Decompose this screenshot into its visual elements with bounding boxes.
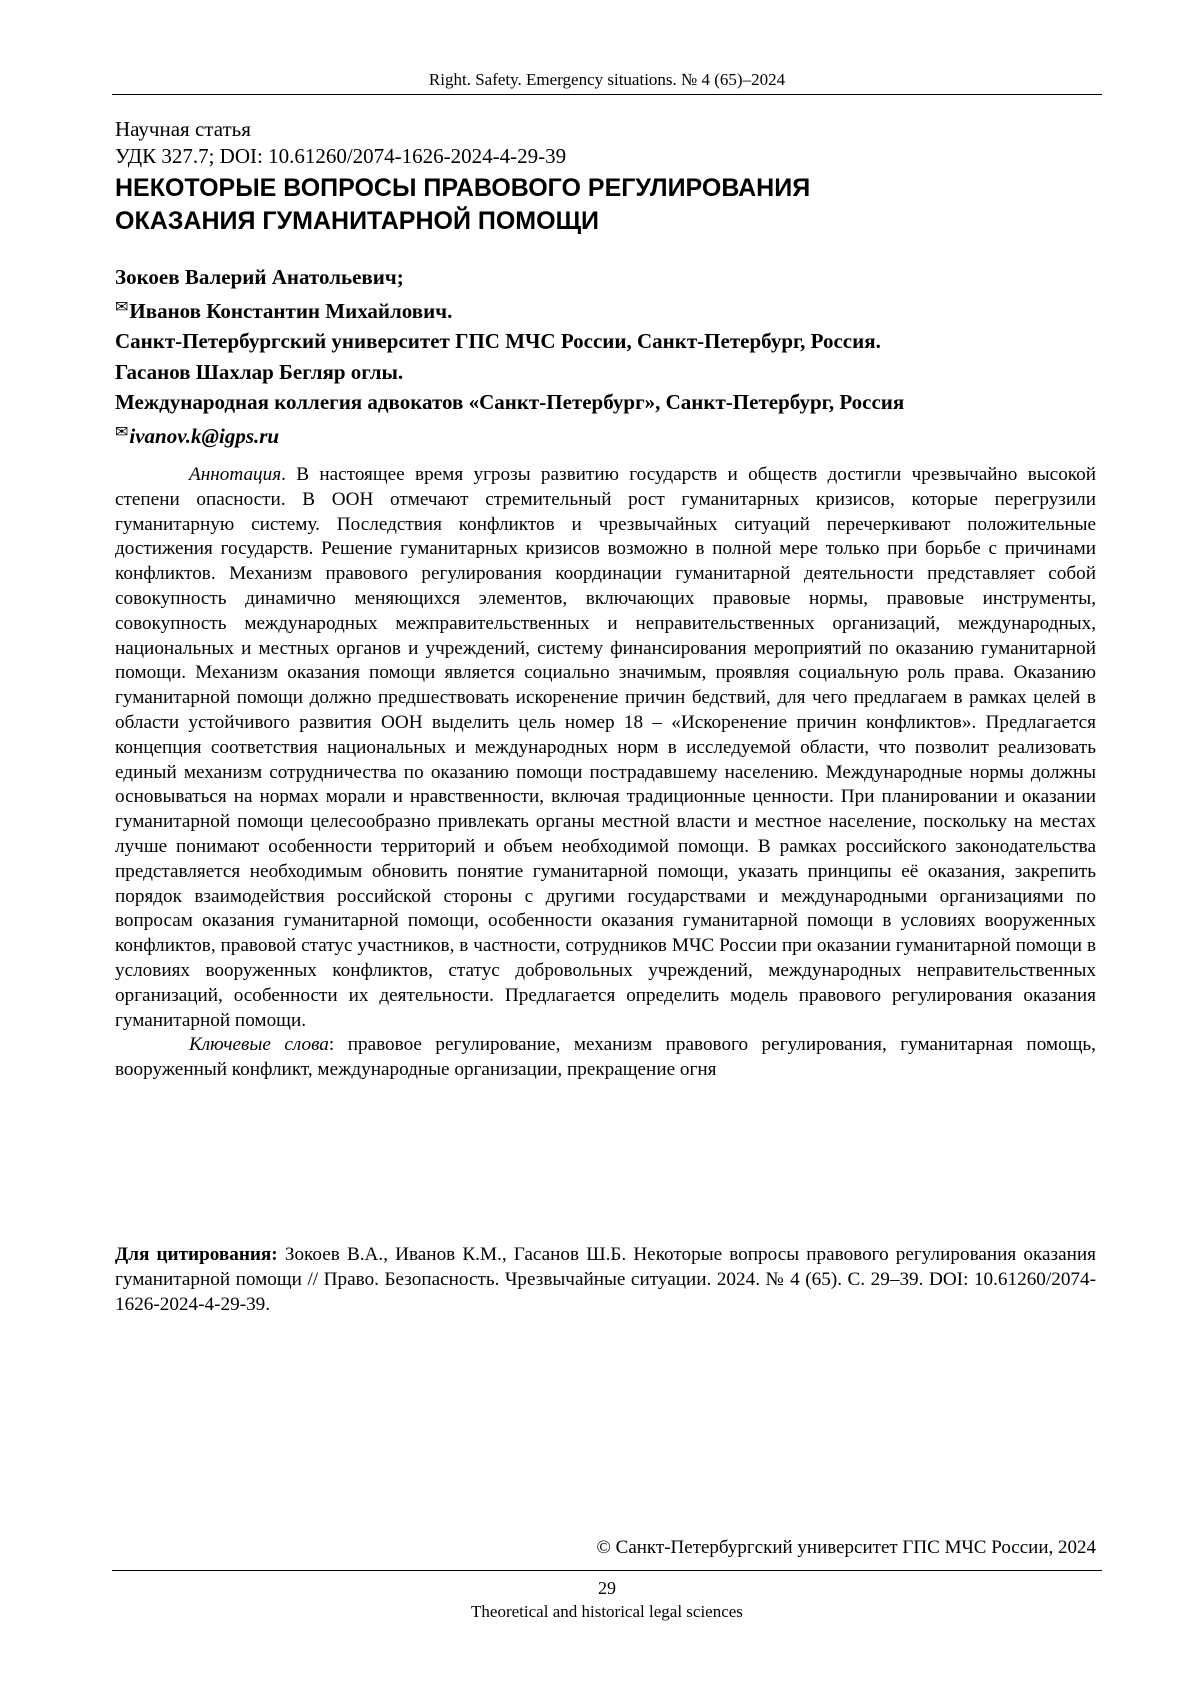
author-ivanov: Иванов Константин Михайлович.	[129, 298, 453, 323]
abstract-section	[115, 463, 1096, 1083]
header-divider	[112, 94, 1102, 95]
keywords-paragraph	[115, 1033, 1096, 1083]
title-line-1: НЕКОТОРЫЕ ВОПРОСЫ ПРАВОВОГО РЕГУЛИРОВАНИЯ	[115, 174, 811, 202]
udc-doi-line: УДК 327.7; DOI: 10.61260/2074-1626-2024-4-29-39	[115, 144, 567, 168]
journal-running-header: Right. Safety. Emergency situations. № 4 (65)–2024	[428, 70, 786, 89]
affiliation-bar-association: Международная коллегия адвокатов «Санкт-Петербург», Санкт-Петербург, Россия	[115, 390, 905, 414]
title-line-2: ОКАЗАНИЯ ГУМАНИТАРНОЙ ПОМОЩИ	[115, 207, 600, 235]
affiliation-university: Санкт-Петербургский университет ГПС МЧС России, Санкт-Петербург, Россия.	[115, 329, 881, 353]
footer-divider	[112, 1570, 1102, 1571]
abstract-paragraph	[115, 463, 1096, 1033]
mail-icon: ✉	[115, 423, 129, 441]
copyright-notice: © Санкт-Петербургский университет ГПС МЧС России, 2024	[596, 1537, 1096, 1558]
author-ivanov-line	[115, 293, 1105, 327]
author-email-link[interactable]: ivanov.k@igps.ru	[129, 423, 280, 448]
citation-block	[115, 1243, 1096, 1317]
citation-text: Зокоев В.А., Иванов К.М., Гасанов Ш.Б. Некоторые вопросы правового регулирования оказания гуманитарной помощи // Право. Безопасность. Чрезвычайные ситуации. 2024. № 4 (65). С. 29–39. DOI: 10.61260/2074-1626-2024-4-29-39.	[115, 1244, 1096, 1315]
abstract-label: Аннотация	[189, 464, 282, 485]
journal-section-name: Theoretical and historical legal sciences	[471, 1602, 743, 1621]
article-type: Научная статья	[115, 117, 251, 141]
authors-block	[115, 262, 1105, 451]
author-gasanov: Гасанов Шахлар Бегляр оглы.	[115, 359, 404, 384]
abstract-text: . В настоящее время угрозы развитию государств и обществ достигли чрезвычайно высокой степени опасности. В ООН отмечают стремительный рост гуманитарных кризисов, которые перегрузили гуманитарную систему. Последствия конфликтов и чрезвычайных ситуаций перечеркивают положительные достижения государств. Решение гуманитарных кризисов возможно в полной мере только при борьбе с причинами конфликтов. Механизм правового регулирования координации гуманитарной деятельности представляет собой совокупность динамично меняющихся элементов, включающих правовые нормы, правовые инструменты, совокупность международных межправительственных и неправительственных организаций, международных, национальных и местных органов и учреждений, систему финансирования мероприятий по оказанию гуманитарной помощи. Механизм оказания помощи является социально значимым, проявляя социальную роль права. Оказанию гуманитарной помощи должно предшествовать искоренение причин бедствий, для чего предлагаем в рамках целей в области устойчивого развития ООН выделить цель номер 18 – «Искоренение причин конфликтов». Предлагается концепция соответствия национальных и международных норм в исследуемой области, что позволит реализовать единый механизм сотрудничества по оказанию помощи пострадавшему населению. Международные нормы должны основываться на нормах морали и нравственности, включая традиционные ценности. При планировании и оказании гуманитарной помощи целесообразно привлекать органы местной власти и местное население, поскольку на местах лучше понимают особенности территорий и объем необходимой помощи. В рамках российского законодательства представляется необходимым обновить понятие гуманитарной помощи, указать принципы её оказания, закрепить порядок взаимодействия российской стороны с другими государствами и международными организациями по вопросам оказания гуманитарной помощи, особенности оказания гуманитарной помощи в условиях вооруженных конфликтов, правовой статус участников, в частности, сотрудников МЧС России при оказании гуманитарной помощи в условиях вооруженных конфликтов, статус добровольных учреждений, международных неправительственных организаций, особенности их деятельности. Предлагается определить модель правового регулирования оказания гуманитарной помощи.	[115, 464, 1096, 1031]
email-line	[115, 418, 1105, 452]
keywords-text: : правовое регулирование, механизм правового регулирования, гуманитарная помощь, вооруженный конфликт, международные организации, прекращение огня	[115, 1034, 1096, 1081]
keywords-label: Ключевые слова	[189, 1034, 329, 1056]
page-number: 29	[598, 1578, 616, 1598]
article-meta	[115, 116, 1105, 170]
citation-label: Для цитирования:	[115, 1244, 278, 1265]
author-zokoev: Зокоев Валерий Анатольевич;	[115, 265, 404, 289]
mail-icon: ✉	[115, 298, 129, 316]
article-title	[115, 172, 1105, 238]
